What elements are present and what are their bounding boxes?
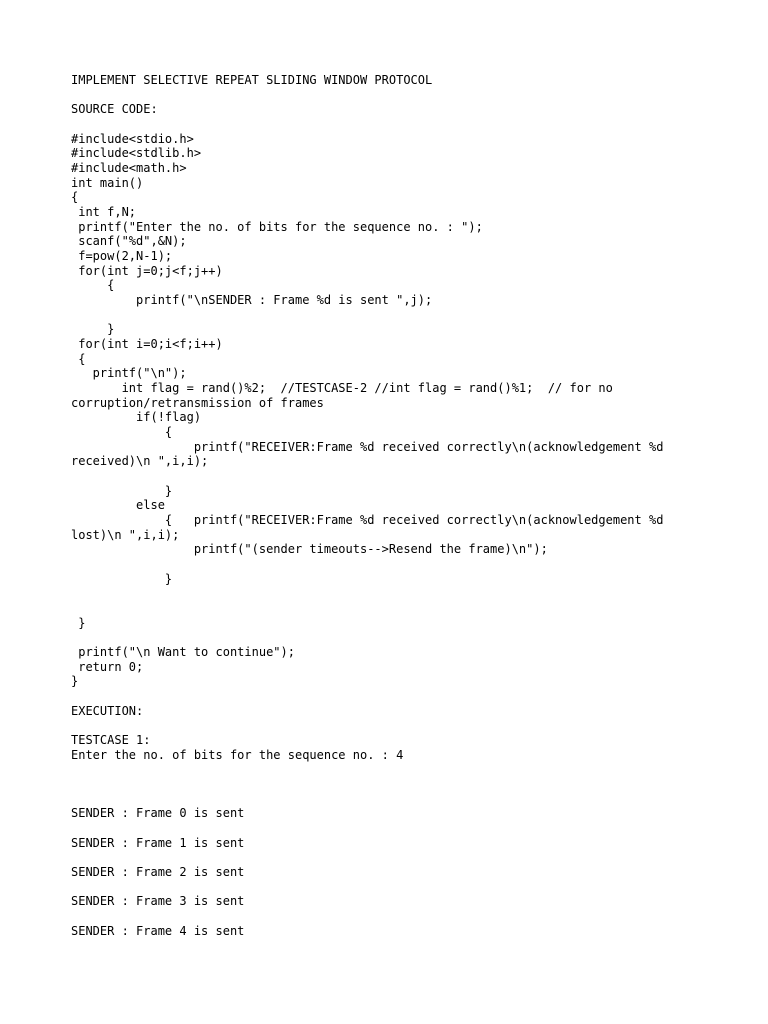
code-line: { printf("RECEIVER:Frame %d received correctly\n(acknowledgement %d [71, 513, 664, 527]
code-line: { [71, 190, 79, 204]
section-heading: EXECUTION: [71, 704, 144, 718]
code-line: printf("Enter the no. of bits for the sequence no. : "); [71, 220, 483, 234]
code-line: printf("\nSENDER : Frame %d is sent ",j); [71, 293, 433, 307]
output-line: SENDER : Frame 1 is sent [71, 836, 245, 850]
code-line: for(int j=0;j<f;j++) [71, 264, 223, 278]
code-line: else [71, 498, 165, 512]
document-title: IMPLEMENT SELECTIVE REPEAT SLIDING WINDOW PROTOCOL [71, 73, 433, 87]
output-line: SENDER : Frame 3 is sent [71, 894, 245, 908]
code-line: f=pow(2,N-1); [71, 249, 173, 263]
code-line: #include<math.h> [71, 161, 187, 175]
output-line: SENDER : Frame 4 is sent [71, 924, 245, 938]
code-line: printf("RECEIVER:Frame %d received correctly\n(acknowledgement %d [71, 440, 664, 454]
code-line: } [71, 674, 79, 688]
code-line: { [71, 352, 86, 366]
code-line: #include<stdio.h> [71, 132, 194, 146]
output-line: SENDER : Frame 0 is sent [71, 806, 245, 820]
code-line: int f,N; [71, 205, 137, 219]
code-line: received)\n ",i,i); [71, 454, 209, 468]
code-line: { [71, 425, 173, 439]
code-line: int main() [71, 176, 144, 190]
code-line: corruption/retransmission of frames [71, 396, 324, 410]
code-line: scanf("%d",&N); [71, 234, 187, 248]
code-line: } [71, 616, 86, 630]
output-line: SENDER : Frame 2 is sent [71, 865, 245, 879]
testcase-heading: TESTCASE 1: [71, 733, 151, 747]
code-line: printf("(sender timeouts-->Resend the frame)\n"); [71, 542, 548, 556]
code-line: } [71, 322, 115, 336]
output-line: Enter the no. of bits for the sequence no. : 4 [71, 748, 404, 762]
code-line: } [71, 572, 173, 586]
section-heading: SOURCE CODE: [71, 102, 158, 116]
code-line: printf("\n"); [71, 366, 187, 380]
code-line: for(int i=0;i<f;i++) [71, 337, 223, 351]
code-line: { [71, 278, 115, 292]
code-line: #include<stdlib.h> [71, 146, 202, 160]
code-line: return 0; [71, 660, 144, 674]
code-line: int flag = rand()%2; //TESTCASE-2 //int flag = rand()%1; // for no [71, 381, 613, 395]
code-line: lost)\n ",i,i); [71, 528, 180, 542]
code-line: if(!flag) [71, 410, 202, 424]
code-line: printf("\n Want to continue"); [71, 645, 295, 659]
code-line: } [71, 484, 173, 498]
